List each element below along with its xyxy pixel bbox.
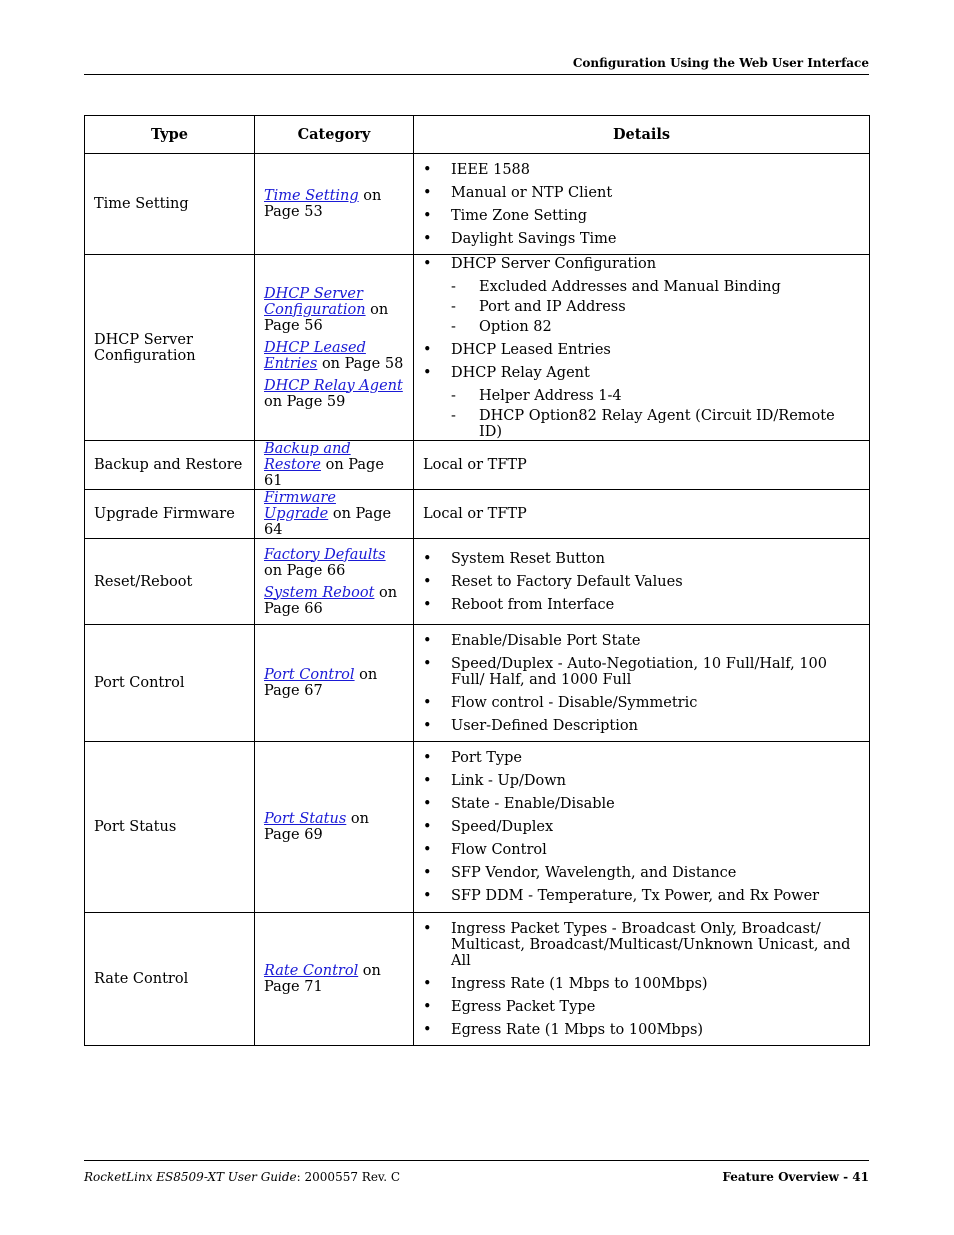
category-link[interactable]: Time Setting xyxy=(264,188,359,204)
details-list xyxy=(423,162,860,247)
cell-type: DHCP Server Configuration xyxy=(85,255,255,441)
table-row xyxy=(85,742,870,913)
details-list-item xyxy=(423,888,860,904)
footer-page-label: Feature Overview - 41 xyxy=(722,1170,869,1184)
table-row xyxy=(85,154,870,255)
cell-category xyxy=(255,490,414,539)
details-sublist-item: - DHCP Option82 Relay Agent (Circuit ID/Remote ID) xyxy=(451,408,860,440)
footer-doc-info xyxy=(84,1170,400,1184)
cell-details: Local or TFTP xyxy=(414,441,870,490)
category-reference xyxy=(264,585,404,617)
cell-details xyxy=(414,913,870,1046)
details-list-item xyxy=(423,976,860,992)
details-list-item xyxy=(423,574,860,590)
details-list-item xyxy=(423,208,860,224)
category-link[interactable]: Firmware Upgrade xyxy=(264,490,336,522)
details-list-item xyxy=(423,865,860,881)
category-page-ref: on Page 58 xyxy=(317,355,404,372)
category-page-ref: on Page 64 xyxy=(264,506,392,538)
details-sublist xyxy=(451,279,860,335)
details-list-item xyxy=(423,597,860,613)
details-item-text: Egress Packet Type xyxy=(451,998,596,1015)
details-item-text: IEEE 1588 xyxy=(451,161,530,178)
details-list-item xyxy=(423,656,860,688)
details-sublist-item: - Helper Address 1-4 xyxy=(451,388,860,404)
details-list-item xyxy=(423,750,860,766)
cell-details xyxy=(414,539,870,625)
details-item-text: Speed/Duplex - Auto-Negotiation, 10 Full/Half, 100 Full/ Half, and 1000 Full xyxy=(451,655,828,688)
cell-category xyxy=(255,154,414,255)
details-list-item xyxy=(423,921,860,969)
details-sublist-item: - Port and IP Address xyxy=(451,299,860,315)
details-item-text: Link - Up/Down xyxy=(451,773,567,789)
feature-table xyxy=(84,115,870,1046)
category-page-ref: on Page 66 xyxy=(264,584,398,617)
details-item-text: State - Enable/Disable xyxy=(451,796,615,812)
details-item-text: Daylight Savings Time xyxy=(451,230,617,247)
details-item-text: DHCP Leased Entries xyxy=(451,341,611,358)
table-row xyxy=(85,913,870,1046)
details-list-item xyxy=(423,231,860,247)
cell-type: Reset/Reboot xyxy=(85,539,255,625)
category-reference xyxy=(264,547,404,579)
details-item-text: System Reset Button xyxy=(451,550,606,567)
details-item-text: DHCP Server Configuration xyxy=(451,255,657,272)
category-reference xyxy=(264,441,404,489)
details-list-item xyxy=(423,185,860,201)
category-page-ref: on Page 66 xyxy=(264,562,346,579)
details-item-text: Ingress Packet Types - Broadcast Only, Broadcast/ Multicast, Broadcast/Multicast/Unknown Unicast, and All xyxy=(451,920,851,969)
details-list xyxy=(423,750,860,904)
details-list-item xyxy=(423,695,860,711)
details-item-text: SFP Vendor, Wavelength, and Distance xyxy=(451,865,737,881)
table-row xyxy=(85,539,870,625)
cell-details xyxy=(414,625,870,742)
category-link[interactable]: Port Status xyxy=(264,811,347,827)
details-list-item xyxy=(423,1022,860,1038)
category-reference xyxy=(264,963,404,995)
category-page-ref: on Page 53 xyxy=(264,188,382,220)
table-row xyxy=(85,625,870,742)
category-reference xyxy=(264,286,404,334)
category-link[interactable]: System Reboot xyxy=(264,584,375,601)
details-list-item xyxy=(423,842,860,858)
details-list xyxy=(423,921,860,1038)
details-list-item xyxy=(423,551,860,567)
cell-details xyxy=(414,742,870,913)
details-item-text: User-Defined Description xyxy=(451,717,638,734)
column-header-details: Details xyxy=(414,116,870,154)
category-page-ref: on Page 67 xyxy=(264,667,378,699)
cell-details xyxy=(414,255,870,441)
details-list-item xyxy=(423,999,860,1015)
details-list-item xyxy=(423,162,860,178)
category-link[interactable]: Factory Defaults xyxy=(264,546,386,563)
details-list xyxy=(423,551,860,613)
table-row xyxy=(85,441,870,490)
page-header-title: Configuration Using the Web User Interface xyxy=(572,56,869,70)
category-reference xyxy=(264,811,404,843)
details-item-text: Speed/Duplex xyxy=(451,819,554,835)
footer-divider xyxy=(84,1160,869,1161)
cell-details xyxy=(414,154,870,255)
category-link[interactable]: Backup and Restore xyxy=(264,441,351,473)
details-item-text: Manual or NTP Client xyxy=(451,184,613,201)
details-item-text: Reset to Factory Default Values xyxy=(451,573,683,590)
cell-category xyxy=(255,742,414,913)
cell-type: Backup and Restore xyxy=(85,441,255,490)
cell-category xyxy=(255,625,414,742)
table-header-row xyxy=(85,116,870,154)
cell-category xyxy=(255,441,414,490)
details-item-text: Reboot from Interface xyxy=(451,596,615,613)
category-reference xyxy=(264,490,404,538)
category-page-ref: on Page 69 xyxy=(264,811,369,843)
category-page-ref: on Page 71 xyxy=(264,963,381,995)
details-sublist-item: - Excluded Addresses and Manual Binding xyxy=(451,279,860,295)
details-list-item xyxy=(423,718,860,734)
details-list-item xyxy=(423,256,860,335)
category-reference xyxy=(264,667,404,699)
details-sublist-item: - Option 82 xyxy=(451,319,860,335)
category-page-ref: on Page 59 xyxy=(264,393,346,410)
details-item-text: DHCP Relay Agent xyxy=(451,364,590,381)
table-row xyxy=(85,490,870,539)
table-body xyxy=(85,154,870,1046)
cell-type: Port Control xyxy=(85,625,255,742)
details-item-text: Flow Control xyxy=(451,842,547,858)
details-list-item xyxy=(423,796,860,812)
cell-category xyxy=(255,255,414,441)
footer-doc-ref: : 2000557 Rev. C xyxy=(296,1170,401,1184)
details-list xyxy=(423,633,860,734)
details-item-text: SFP DDM - Temperature, Tx Power, and Rx Power xyxy=(451,888,820,904)
footer-guide-title: RocketLinx ES8509-XT User Guide xyxy=(84,1170,297,1184)
details-item-text: Enable/Disable Port State xyxy=(451,632,641,649)
category-link[interactable]: Rate Control xyxy=(264,963,359,979)
cell-type: Time Setting xyxy=(85,154,255,255)
category-reference xyxy=(264,188,404,220)
details-list-item xyxy=(423,365,860,440)
category-page-ref: on Page 61 xyxy=(264,457,384,489)
category-reference xyxy=(264,340,404,372)
column-header-type: Type xyxy=(85,116,255,154)
category-page-ref: on Page 56 xyxy=(264,301,389,334)
table-row xyxy=(85,255,870,441)
details-item-text: Flow control - Disable/Symmetric xyxy=(451,694,698,711)
header-divider xyxy=(84,74,869,75)
details-list-item xyxy=(423,633,860,649)
cell-details: Local or TFTP xyxy=(414,490,870,539)
details-item-text: Port Type xyxy=(451,750,522,766)
details-item-text: Egress Rate (1 Mbps to 100Mbps) xyxy=(451,1021,704,1038)
cell-category xyxy=(255,913,414,1046)
details-item-text: Time Zone Setting xyxy=(451,207,588,224)
category-link[interactable]: DHCP Server Configuration xyxy=(264,285,366,318)
cell-type: Upgrade Firmware xyxy=(85,490,255,539)
details-list xyxy=(423,256,860,440)
details-item-text: Ingress Rate (1 Mbps to 100Mbps) xyxy=(451,975,708,992)
details-list-item xyxy=(423,773,860,789)
column-header-category: Category xyxy=(255,116,414,154)
details-sublist xyxy=(451,388,860,440)
category-link[interactable]: Port Control xyxy=(264,667,355,683)
cell-type: Port Status xyxy=(85,742,255,913)
category-link[interactable]: DHCP Relay Agent xyxy=(264,377,403,394)
cell-type: Rate Control xyxy=(85,913,255,1046)
category-reference xyxy=(264,378,404,410)
details-list-item xyxy=(423,819,860,835)
cell-category xyxy=(255,539,414,625)
details-list-item xyxy=(423,342,860,358)
category-link[interactable]: DHCP Leased Entries xyxy=(264,339,366,372)
